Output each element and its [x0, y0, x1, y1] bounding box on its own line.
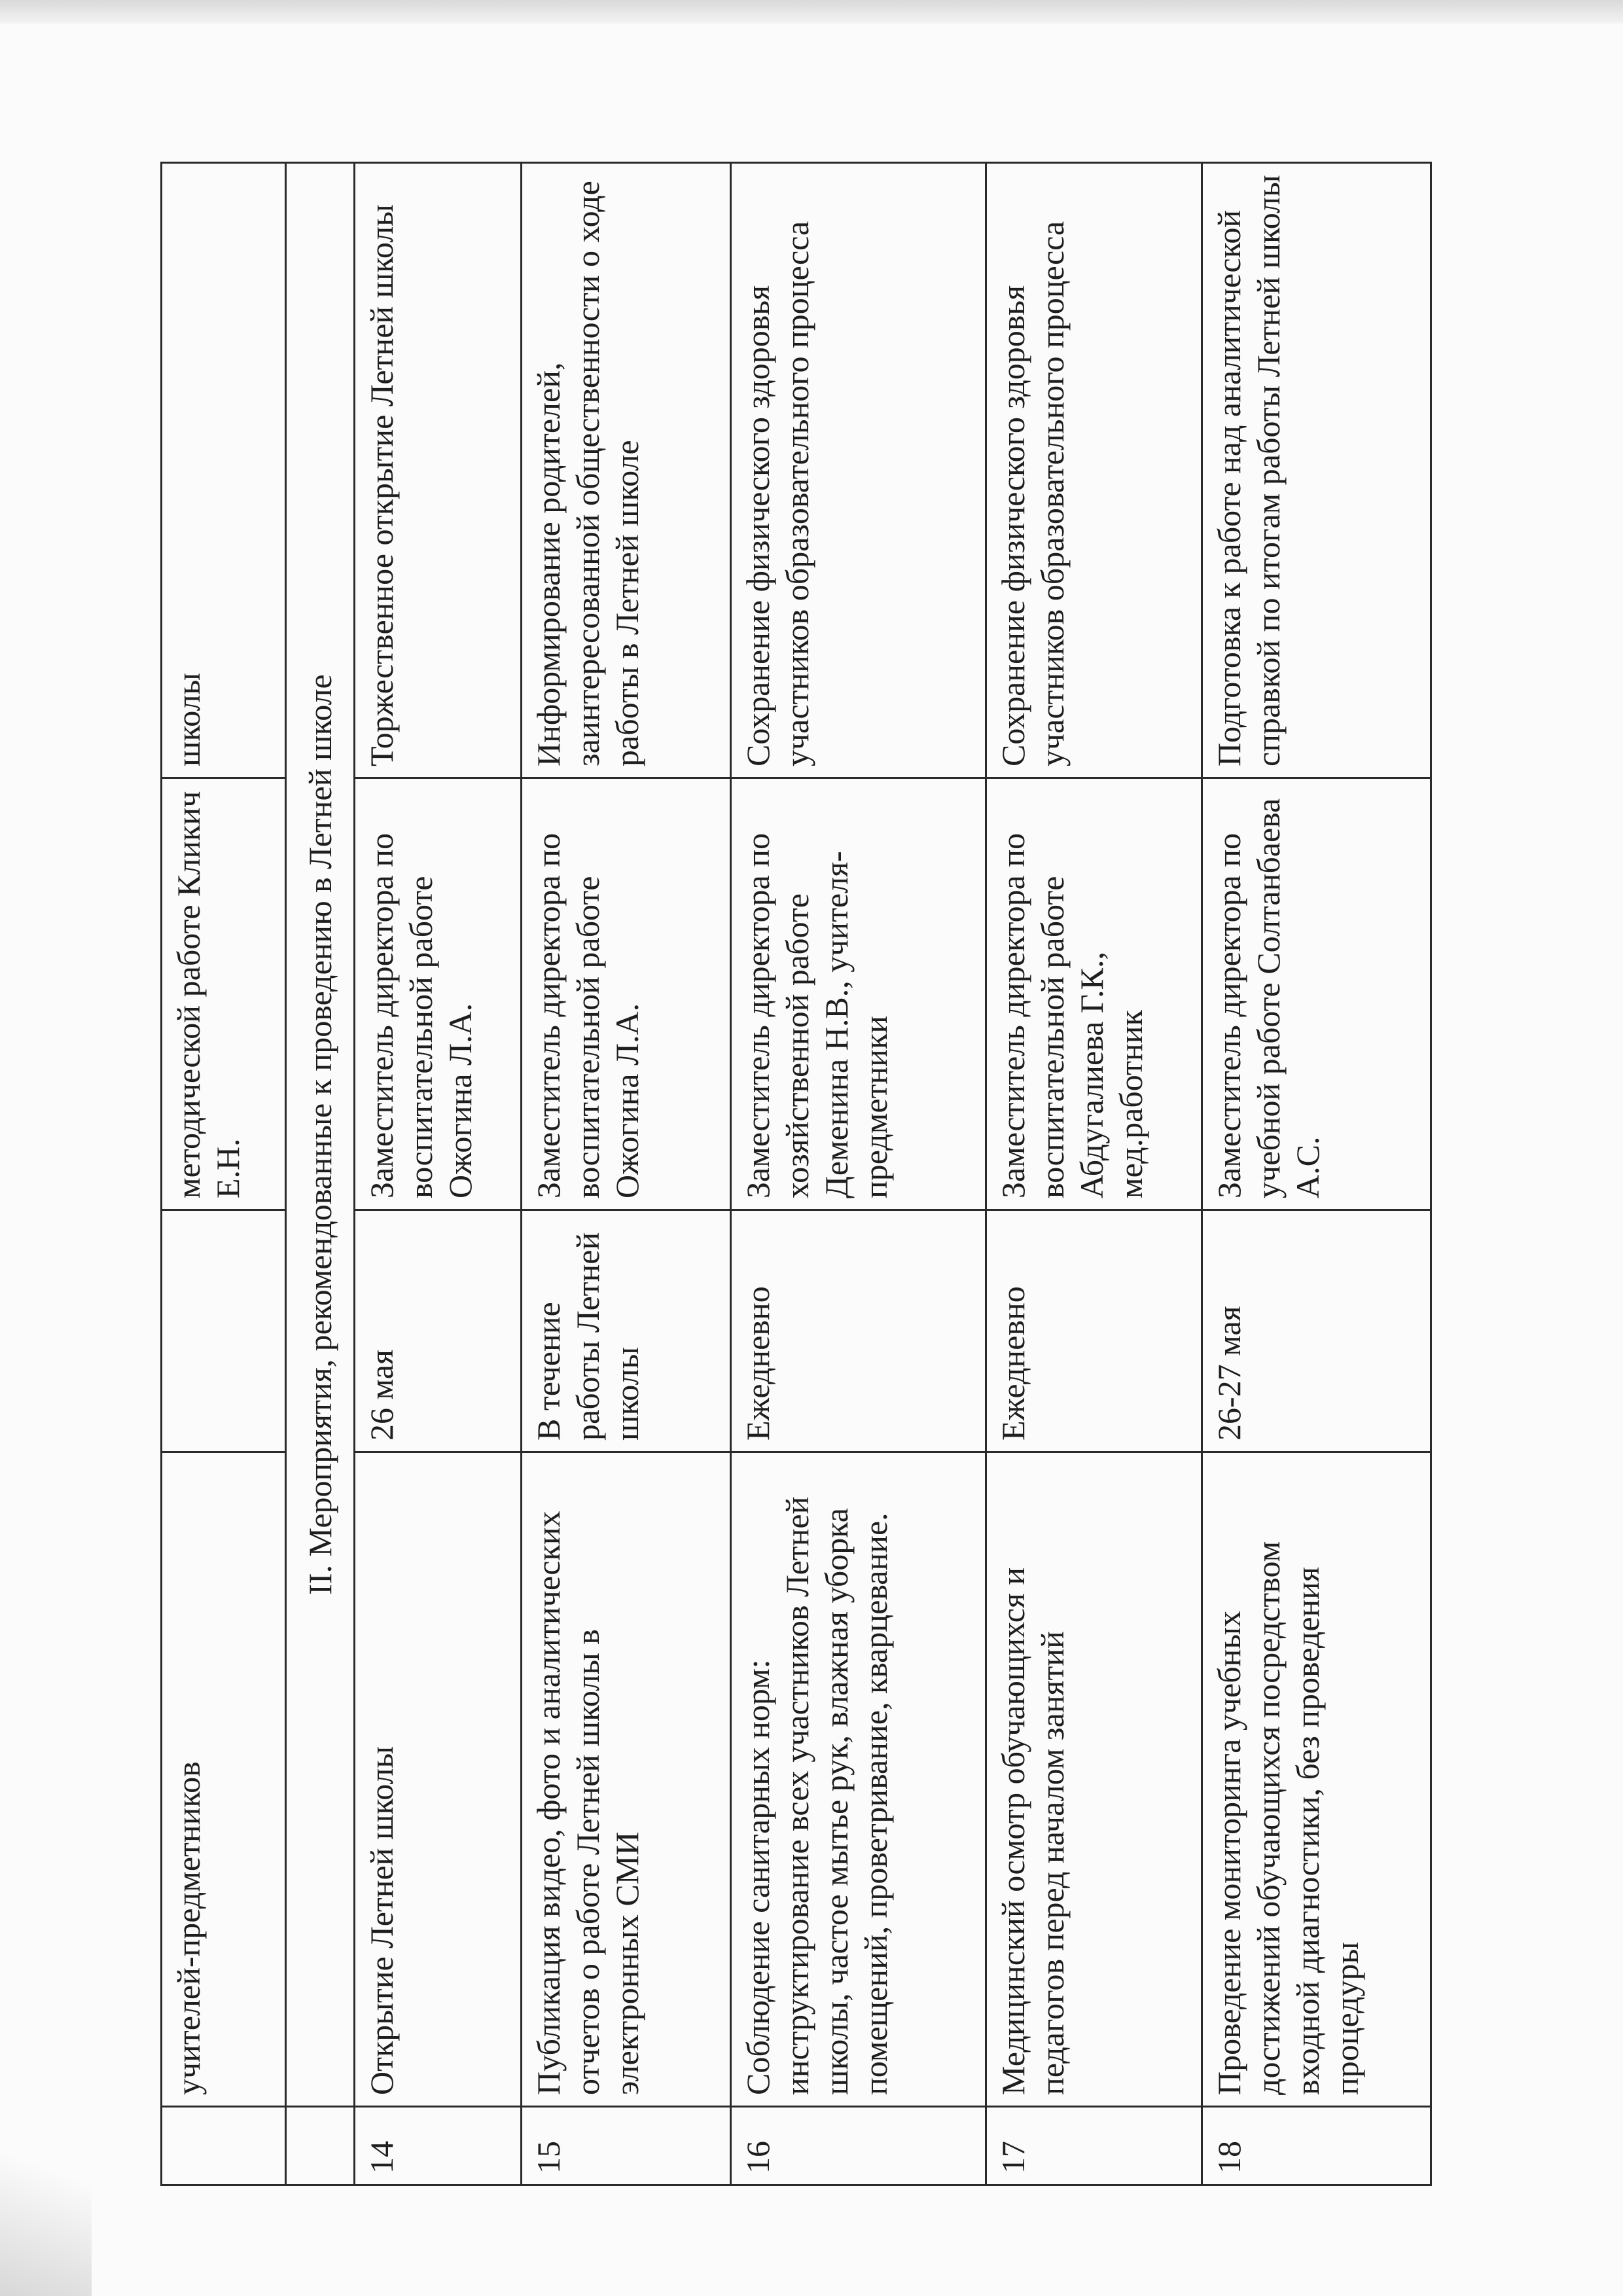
- rotated-table-container: [160, 164, 1430, 2186]
- table-row: [162, 163, 286, 2185]
- event-cell: Проведение мониторинга учебных достижений обучающихся посредством входной диагностики, без проведения процедуры: [1202, 1452, 1431, 2107]
- result-cell: Подготовка к работе над аналитической справкой по итогам работы Летней школы: [1202, 163, 1431, 778]
- result-cell: Сохранение физического здоровья участников образовательного процесса: [986, 163, 1202, 778]
- table-row: [986, 163, 1202, 2185]
- event-cell: Соблюдение санитарных норм: инструктирование всех участников Летней школы, частое мытье рук, влажная уборка помещений, проветривание, кварцевание.: [731, 1452, 986, 2107]
- table-cell: [162, 1210, 286, 1452]
- cell-text: школы: [170, 672, 207, 766]
- cell-text: методической работе Кликич Е.Н.: [170, 791, 246, 1198]
- result-cell: Торжественное открытие Летней школы: [355, 163, 522, 778]
- responsible-cell: Заместитель директора по хозяйственной работе Деменина Н.В., учителя-предметники: [731, 778, 986, 1210]
- responsible-cell: Заместитель директора по воспитательной работе Ожогина Л.А.: [522, 778, 731, 1210]
- table-cell: [162, 1452, 286, 2107]
- result-cell: Сохранение физического здоровья участников образовательного процесса: [731, 163, 986, 778]
- table-row: [731, 163, 986, 2185]
- row-number: 16: [731, 2107, 986, 2185]
- responsible-cell: Заместитель директора по воспитательной работе Абдугалиева Г.К., мед.работник: [986, 778, 1202, 1210]
- table-cell: [162, 2107, 286, 2185]
- section-title: II. Мероприятия, рекомендованные к проведению в Летней школе: [286, 163, 355, 2107]
- event-cell: Медицинский осмотр обучающихся и педагогов перед началом занятий: [986, 1452, 1202, 2107]
- result-cell: Информирование родителей, заинтересованной общественности о ходе работы в Летней школе: [522, 163, 731, 778]
- date-cell: Ежедневно: [731, 1210, 986, 1452]
- table-row: [1202, 163, 1431, 2185]
- section-row: [286, 163, 355, 2185]
- event-cell: Публикация видео, фото и аналитических отчетов о работе Летней школы в электронных СМИ: [522, 1452, 731, 2107]
- plan-table: [160, 162, 1432, 2186]
- page-corner-shadow: [0, 2087, 92, 2296]
- date-cell: В течение работы Летней школы: [522, 1210, 731, 1452]
- page-top-edge: [0, 0, 1623, 24]
- row-number: 14: [355, 2107, 522, 2185]
- responsible-cell: Заместитель директора по учебной работе Солтанбаева А.С.: [1202, 778, 1431, 1210]
- responsible-cell: Заместитель директора по воспитательной работе Ожогина Л.А.: [355, 778, 522, 1210]
- table-cell: [162, 163, 286, 778]
- event-cell: Открытие Летней школы: [355, 1452, 522, 2107]
- cell-text: учителей-предметников: [170, 1761, 207, 2095]
- date-cell: Ежедневно: [986, 1210, 1202, 1452]
- date-cell: 26-27 мая: [1202, 1210, 1431, 1452]
- row-number: 17: [986, 2107, 1202, 2185]
- table-cell: [286, 2107, 355, 2185]
- table-row: [355, 163, 522, 2185]
- row-number: 18: [1202, 2107, 1431, 2185]
- date-cell: 26 мая: [355, 1210, 522, 1452]
- table-row: [522, 163, 731, 2185]
- row-number: 15: [522, 2107, 731, 2185]
- table-cell: [162, 778, 286, 1210]
